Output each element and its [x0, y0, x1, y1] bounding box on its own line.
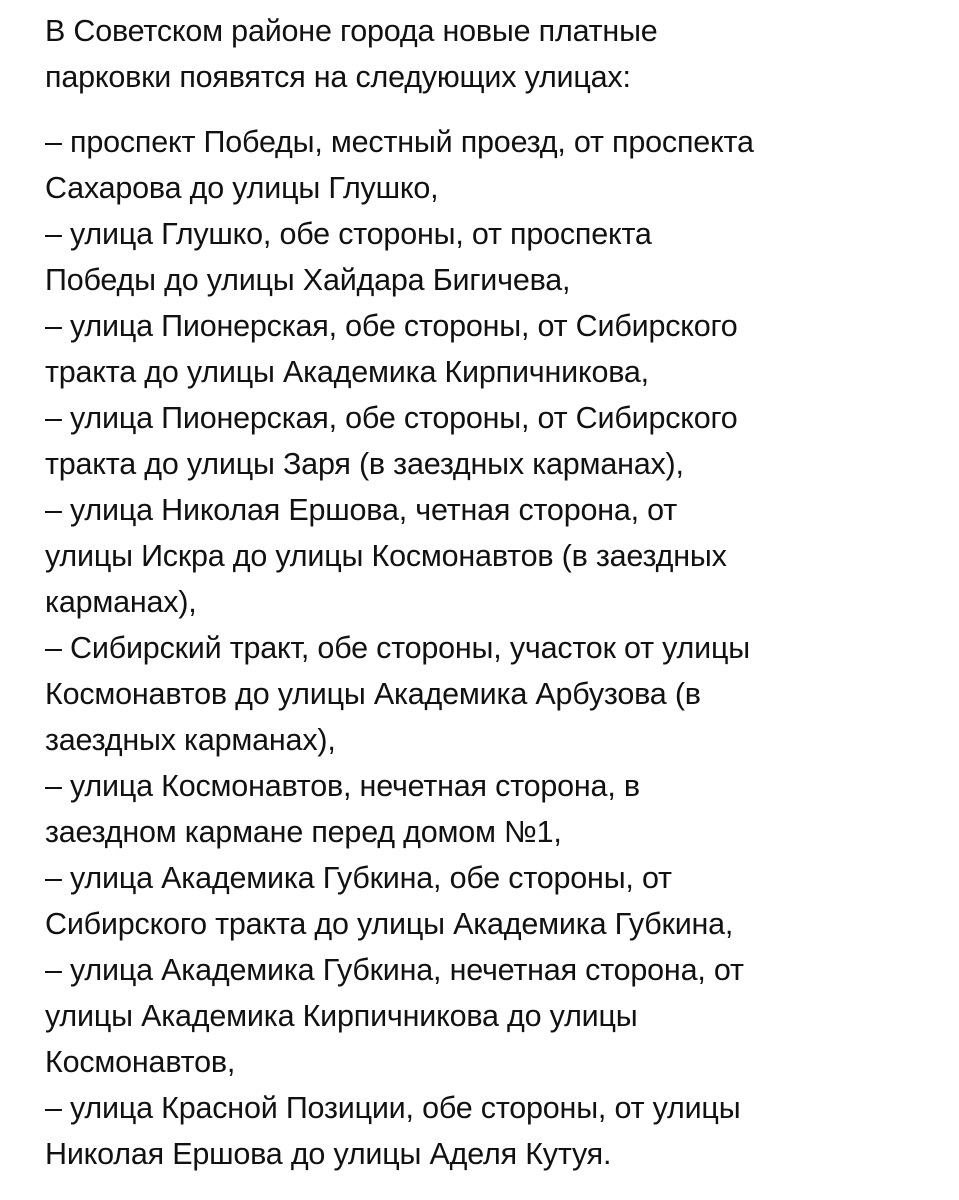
- street-list-line: улицы Искра до улицы Космонавтов (в заездных: [45, 539, 727, 573]
- street-list-line: – улица Академика Губкина, нечетная сторона, от: [45, 953, 744, 987]
- street-list-line: тракта до улицы Заря (в заездных карманах),: [45, 447, 684, 481]
- street-list-line: – улица Красной Позиции, обе стороны, от улицы: [45, 1091, 741, 1125]
- street-list-line: карманах),: [45, 585, 197, 619]
- street-list-line: Николая Ершова до улицы Аделя Кутуя.: [45, 1137, 612, 1171]
- street-list-line: Космонавтов до улицы Академика Арбузова (в: [45, 677, 701, 711]
- street-list-line: – улица Космонавтов, нечетная сторона, в: [45, 769, 640, 803]
- street-list-line: – проспект Победы, местный проезд, от проспекта: [45, 125, 754, 159]
- street-list-line: заездном кармане перед домом №1,: [45, 815, 562, 849]
- street-list-line: Космонавтов,: [45, 1045, 236, 1079]
- street-list-line: тракта до улицы Академика Кирпичникова,: [45, 355, 649, 389]
- street-list-line: – улица Пионерская, обе стороны, от Сибирского: [45, 309, 738, 343]
- street-list-line: заездных карманах),: [45, 723, 336, 757]
- street-list-line: Сахарова до улицы Глушко,: [45, 171, 439, 205]
- street-list-line: – улица Николая Ершова, четная сторона, от: [45, 493, 678, 527]
- street-list: [45, 119, 929, 1177]
- street-list-line: Победы до улицы Хайдара Бигичева,: [45, 263, 571, 297]
- street-list-line: – Сибирский тракт, обе стороны, участок от улицы: [45, 631, 750, 665]
- street-list-line: – улица Пионерская, обе стороны, от Сибирского: [45, 401, 738, 435]
- intro-line: В Советском районе города новые платные: [45, 14, 658, 48]
- street-list-line: – улица Глушко, обе стороны, от проспекта: [45, 217, 652, 251]
- street-list-line: Сибирского тракта до улицы Академика Губкина,: [45, 907, 734, 941]
- intro-paragraph: [45, 8, 929, 100]
- street-list-line: улицы Академика Кирпичникова до улицы: [45, 999, 638, 1033]
- street-list-line: – улица Академика Губкина, обе стороны, от: [45, 861, 672, 895]
- intro-line: парковки появятся на следующих улицах:: [45, 60, 631, 94]
